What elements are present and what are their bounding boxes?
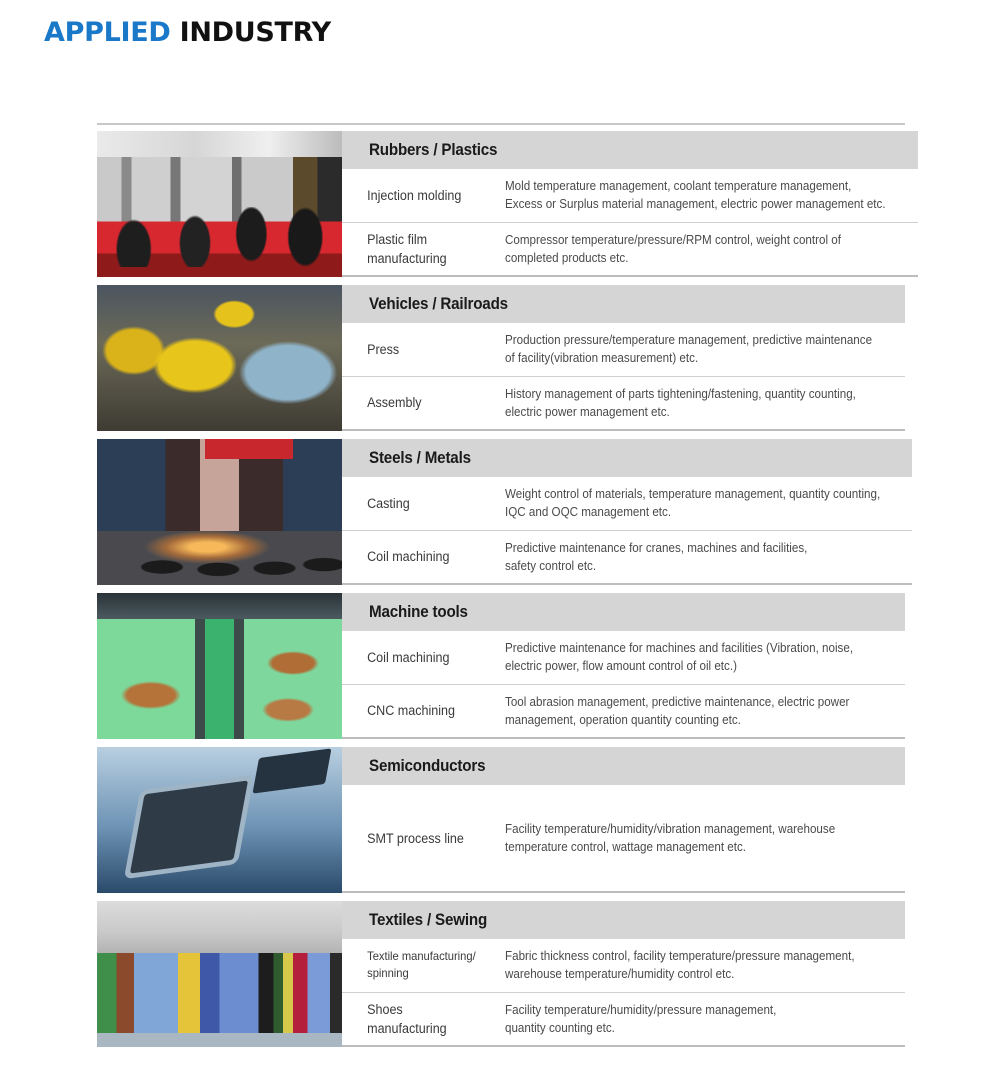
- section-header: [342, 901, 905, 939]
- section-header: [342, 747, 905, 785]
- desc-line: Weight control of materials, temperature management, quantity counting,: [505, 487, 881, 502]
- desc-line: Production pressure/temperature management, predictive maintenance: [505, 333, 873, 348]
- section-title: Rubbers / Plastics: [369, 140, 498, 159]
- circuit-board-photo: [97, 747, 342, 893]
- desc-line: of facility(vibration measurement) etc.: [505, 351, 699, 366]
- injection-molding-photo: [97, 131, 342, 277]
- table-row: [342, 785, 905, 891]
- desc-line: IQC and OQC management etc.: [505, 505, 672, 520]
- row-label-text: Press: [367, 341, 400, 357]
- row-label: [342, 393, 494, 412]
- desc-line: Fabric thickness control, facility temperature/pressure management,: [505, 949, 855, 964]
- row-label: [342, 948, 494, 982]
- desc-line: warehouse temperature/humidity control etc.: [505, 967, 735, 982]
- row-description: [505, 231, 889, 267]
- desc-line: Predictive maintenance for machines and facilities (Vibration, noise,: [505, 641, 854, 656]
- table-row: [342, 939, 905, 992]
- row-label: [342, 547, 494, 566]
- section-vehicles-railroads: [97, 285, 905, 431]
- row-description: [505, 331, 877, 367]
- row-label-text: spinning: [367, 966, 409, 981]
- desc-line: Mold temperature management, coolant temperature management,: [505, 179, 852, 194]
- desc-line: History management of parts tightening/fastening, quantity counting,: [505, 386, 856, 401]
- table-row: [342, 631, 905, 684]
- desc-line: Facility temperature/humidity/pressure management,: [505, 1002, 777, 1017]
- row-label-text: Coil machining: [367, 549, 450, 565]
- row-label: [342, 648, 494, 667]
- row-description: [505, 177, 889, 213]
- desc-line: safety control etc.: [505, 558, 597, 573]
- table-row: [342, 169, 918, 222]
- table-row: [342, 323, 905, 376]
- row-description: [505, 485, 884, 521]
- section-title: Vehicles / Railroads: [369, 294, 508, 313]
- row-description: [505, 693, 877, 729]
- row-label: [342, 701, 494, 720]
- desc-line: Facility temperature/humidity/vibration management, warehouse: [505, 822, 836, 836]
- desc-line: electric power management etc.: [505, 404, 670, 419]
- robotic-assembly-photo: [97, 285, 342, 431]
- desc-line: Tool abrasion management, predictive maintenance, electric power: [505, 694, 850, 709]
- row-label: [342, 494, 494, 513]
- section-header: [342, 285, 905, 323]
- desc-line: electric power, flow amount control of oil etc.): [505, 659, 737, 674]
- row-label-text: CNC machining: [367, 703, 456, 719]
- row-description: [505, 1001, 877, 1037]
- desc-line: completed products etc.: [505, 250, 629, 265]
- applied-industry-table: [97, 123, 905, 1055]
- section-textiles-sewing: [97, 901, 905, 1047]
- row-description: [505, 639, 877, 675]
- desc-line: temperature control, wattage management etc.: [505, 840, 747, 854]
- desc-line: Compressor temperature/pressure/RPM control, weight control of: [505, 232, 841, 247]
- section-header: [342, 439, 912, 477]
- section-title: Steels / Metals: [369, 448, 471, 467]
- title-accent: APPLIED: [44, 17, 171, 48]
- row-label-text: Injection molding: [367, 187, 462, 203]
- top-divider: [97, 123, 905, 125]
- desc-line: Excess or Surplus material management, electric power management etc.: [505, 197, 886, 212]
- table-row: [342, 376, 905, 430]
- row-label-text: Coil machining: [367, 649, 450, 665]
- row-description: [505, 539, 884, 575]
- coil-winding-photo: [97, 593, 342, 739]
- desc-line: management, operation quantity counting etc.: [505, 712, 741, 727]
- row-label-text: SMT process line: [367, 830, 464, 846]
- table-row: [342, 530, 912, 584]
- row-label-text: manufacturing: [367, 1020, 447, 1036]
- page-title: [44, 17, 331, 48]
- row-label-text: Shoes: [367, 1001, 403, 1017]
- section-steels-metals: [97, 439, 905, 585]
- table-row: [342, 992, 905, 1046]
- section-machine-tools: [97, 593, 905, 739]
- section-header: [342, 593, 905, 631]
- row-label: [342, 230, 494, 268]
- section-title: Semiconductors: [369, 756, 486, 775]
- row-description: [505, 385, 877, 421]
- section-title: Machine tools: [369, 602, 468, 621]
- laser-cutting-photo: [97, 439, 342, 585]
- row-label-text: Plastic film: [367, 231, 428, 247]
- row-description: [505, 820, 877, 856]
- row-label-text: Casting: [367, 495, 410, 511]
- section-rubbers-plastics: [97, 131, 905, 277]
- row-description: [505, 947, 877, 983]
- desc-line: Predictive maintenance for cranes, machines and facilities,: [505, 540, 808, 555]
- row-label: [342, 340, 494, 359]
- section-semiconductors: [97, 747, 905, 893]
- section-header: [342, 131, 918, 169]
- desc-line: quantity counting etc.: [505, 1020, 615, 1035]
- table-row: [342, 684, 905, 738]
- row-label-text: manufacturing: [367, 250, 447, 266]
- row-label-text: Textile manufacturing/: [367, 949, 476, 964]
- row-label: [342, 186, 494, 205]
- row-label: [342, 829, 494, 848]
- table-row: [342, 222, 918, 276]
- thread-spools-photo: [97, 901, 342, 1047]
- title-rest: INDUSTRY: [179, 17, 331, 48]
- section-title: Textiles / Sewing: [369, 910, 488, 929]
- row-label-text: Assembly: [367, 395, 422, 411]
- row-label: [342, 1000, 494, 1038]
- table-row: [342, 477, 912, 530]
